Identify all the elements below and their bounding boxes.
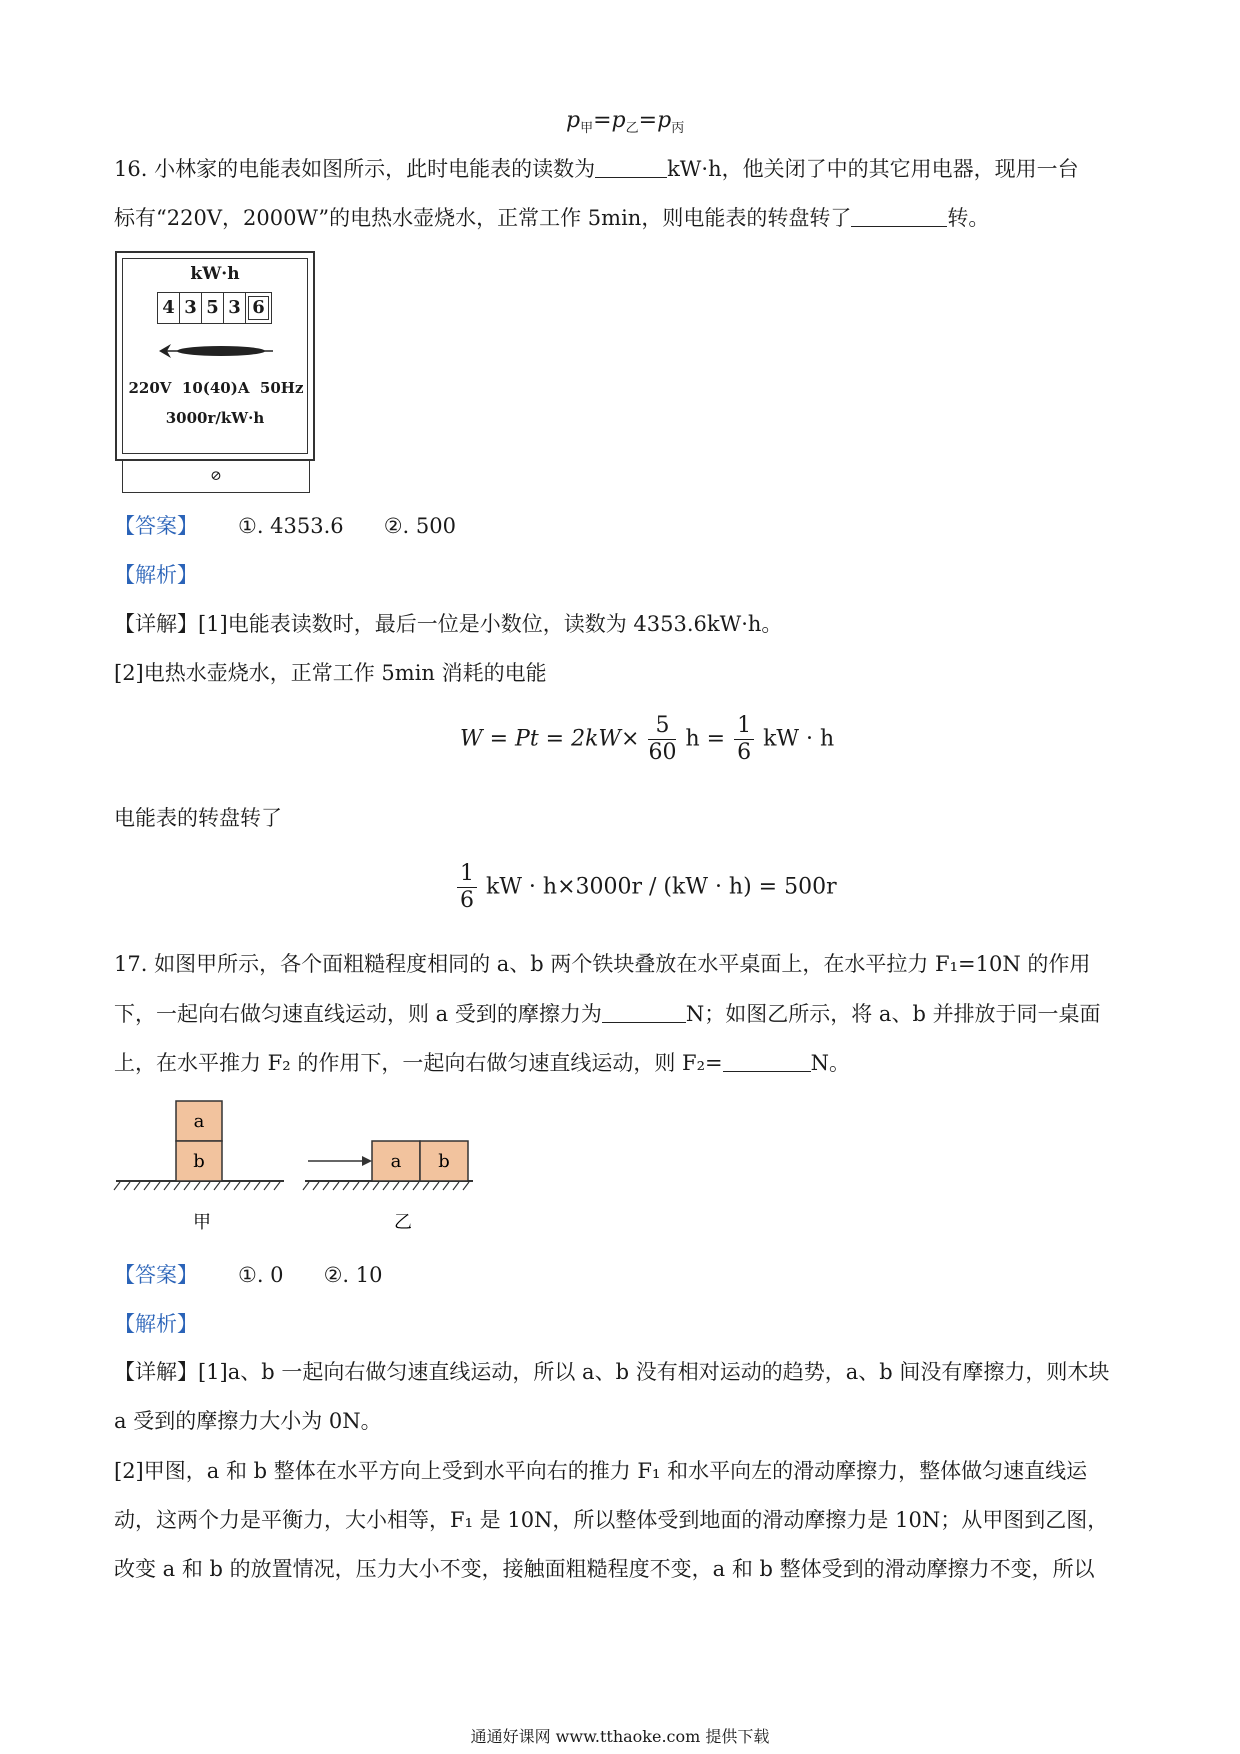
meter-disc-icon <box>155 340 275 362</box>
q16-line1 <box>114 154 1079 184</box>
blocks-figure <box>112 1095 482 1240</box>
frac-den: 6 <box>460 888 474 913</box>
q16-text-c: 标有“220V，2000W”的电热水壶烧水，正常工作 5min，则电能表的转盘转了 <box>114 206 852 230</box>
detail-tag: 【详解】 <box>114 1360 198 1384</box>
answer-text: ①. 4353.6 ②. 500 <box>238 514 456 538</box>
q16-answer <box>114 511 456 541</box>
meter-digit: 4 <box>158 293 180 323</box>
answer-blank-3 <box>602 1002 686 1023</box>
equation-revolutions <box>455 861 837 914</box>
meter-constant: 3000r/kW·h <box>165 409 265 427</box>
q17-line3 <box>114 1048 850 1078</box>
q17-text-b: N；如图乙所示，将 a、b 并排放于同一桌面 <box>685 1002 1101 1026</box>
block-a-label: a <box>390 1151 402 1172</box>
answer-blank-4 <box>723 1051 811 1072</box>
q17-detail1 <box>114 1357 1109 1387</box>
q17-text-c: 上，在水平推力 F₂ 的作用下，一起向右做匀速直线运动，则 F₂= <box>114 1051 723 1075</box>
eq-lhs: W = Pt = 2kW× <box>460 726 640 752</box>
var-p2: p <box>611 108 626 133</box>
block-a-label: a <box>193 1111 205 1132</box>
meter-digit: 5 <box>202 293 224 323</box>
eq-rhs: kW · h×3000r / (kW · h) = 500r <box>486 874 837 900</box>
fraction-1-6 <box>734 713 754 766</box>
detail-text: [1]a、b 一起向右做匀速直线运动，所以 a、b 没有相对运动的趋势，a、b 间没有摩擦力，则木块 <box>198 1360 1110 1384</box>
meter-digit: 3 <box>224 293 246 323</box>
q17-text-d: N。 <box>810 1051 850 1075</box>
top-formula <box>566 108 684 136</box>
page-footer: 通通好课网 www.tthaoke.com 提供下载 <box>470 1727 770 1746</box>
fraction-1-6 <box>457 861 477 914</box>
answer-blank-1 <box>595 157 667 178</box>
arrow-head-icon <box>362 1156 372 1166</box>
q16-text-b: kW·h，他关闭了中的其它用电器，现用一台 <box>667 157 1079 181</box>
frac-num: 5 <box>648 713 676 740</box>
q17-answer <box>114 1260 383 1290</box>
q17-detail3: 动，这两个力是平衡力，大小相等，F₁ 是 10N，所以整体受到地面的滑动摩擦力是 10N；从甲图到乙图， <box>114 1508 1109 1532</box>
q17-analysis-tag: 【解析】 <box>114 1312 198 1336</box>
q16-analysis-tag: 【解析】 <box>114 563 198 587</box>
meter-unit: kW·h <box>190 264 240 284</box>
block-b-label: b <box>438 1151 450 1172</box>
frac-den: 6 <box>737 740 752 765</box>
eq-mid: h = <box>685 726 726 752</box>
detail-text: [1]电能表读数时，最后一位是小数位，读数为 4353.6kW·h。 <box>198 612 783 636</box>
q16-detail2: [2]电热水壶烧水，正常工作 5min 消耗的电能 <box>114 661 547 685</box>
var-p3: p <box>657 108 672 133</box>
equation-energy <box>460 713 834 766</box>
detail-tag: 【详解】 <box>114 612 198 636</box>
q17-text-a: 下，一起向右做匀速直线运动，则 a 受到的摩擦力为 <box>114 1002 602 1026</box>
eq-sign-1: = <box>593 108 612 133</box>
sub-yi: 乙 <box>625 121 639 136</box>
var-p1: p <box>566 108 581 133</box>
hatch-left <box>114 1182 280 1190</box>
q17-detail2: [2]甲图，a 和 b 整体在水平方向上受到水平向右的推力 F₁ 和水平向左的滑动摩擦力，整体做匀速直线运 <box>114 1459 1088 1483</box>
hatch-right <box>303 1182 469 1190</box>
eq-rhs: kW · h <box>763 726 835 752</box>
meter-digits <box>157 292 272 324</box>
q16-detail3: 电能表的转盘转了 <box>114 806 282 830</box>
meter-digit: 3 <box>180 293 202 323</box>
fraction-5-60 <box>648 713 676 766</box>
block-b-label: b <box>193 1151 205 1172</box>
meter-terminal-box <box>122 461 310 493</box>
q16-detail1 <box>114 609 782 639</box>
frac-num: 1 <box>457 861 477 888</box>
meter-digit-decimal: 6 <box>248 296 269 320</box>
answer-text: ①. 0 ②. 10 <box>238 1263 383 1287</box>
sub-bing: 丙 <box>671 121 685 136</box>
q17-detail1b: a 受到的摩擦力大小为 0N。 <box>114 1409 382 1433</box>
answer-tag: 【答案】 <box>114 1263 198 1287</box>
label-yi: 乙 <box>394 1212 412 1233</box>
q16-text-a: 16. 小林家的电能表如图所示，此时电能表的读数为 <box>114 157 596 181</box>
screw-icon: ⊘ <box>210 468 222 484</box>
frac-den: 60 <box>648 740 677 765</box>
frac-num: 1 <box>734 713 754 740</box>
electricity-meter-figure <box>115 251 320 496</box>
q17-line1: 17. 如图甲所示，各个面粗糙程度相同的 a、b 两个铁块叠放在水平桌面上，在水平拉力 F₁=10N 的作用 <box>114 952 1091 976</box>
answer-tag: 【答案】 <box>114 514 198 538</box>
eq-sign-2: = <box>638 108 658 133</box>
q17-line2 <box>114 999 1101 1029</box>
label-jia: 甲 <box>193 1212 211 1233</box>
answer-blank-2 <box>851 206 947 227</box>
sub-jia: 甲 <box>580 121 594 136</box>
q17-detail4: 改变 a 和 b 的放置情况，压力大小不变，接触面粗糙程度不变，a 和 b 整体受到的滑动摩擦力不变，所以 <box>114 1557 1095 1581</box>
q16-line2 <box>114 203 989 233</box>
q16-text-d: 转。 <box>947 206 990 230</box>
meter-spec: 220V 10(40)A 50Hz <box>128 379 304 397</box>
